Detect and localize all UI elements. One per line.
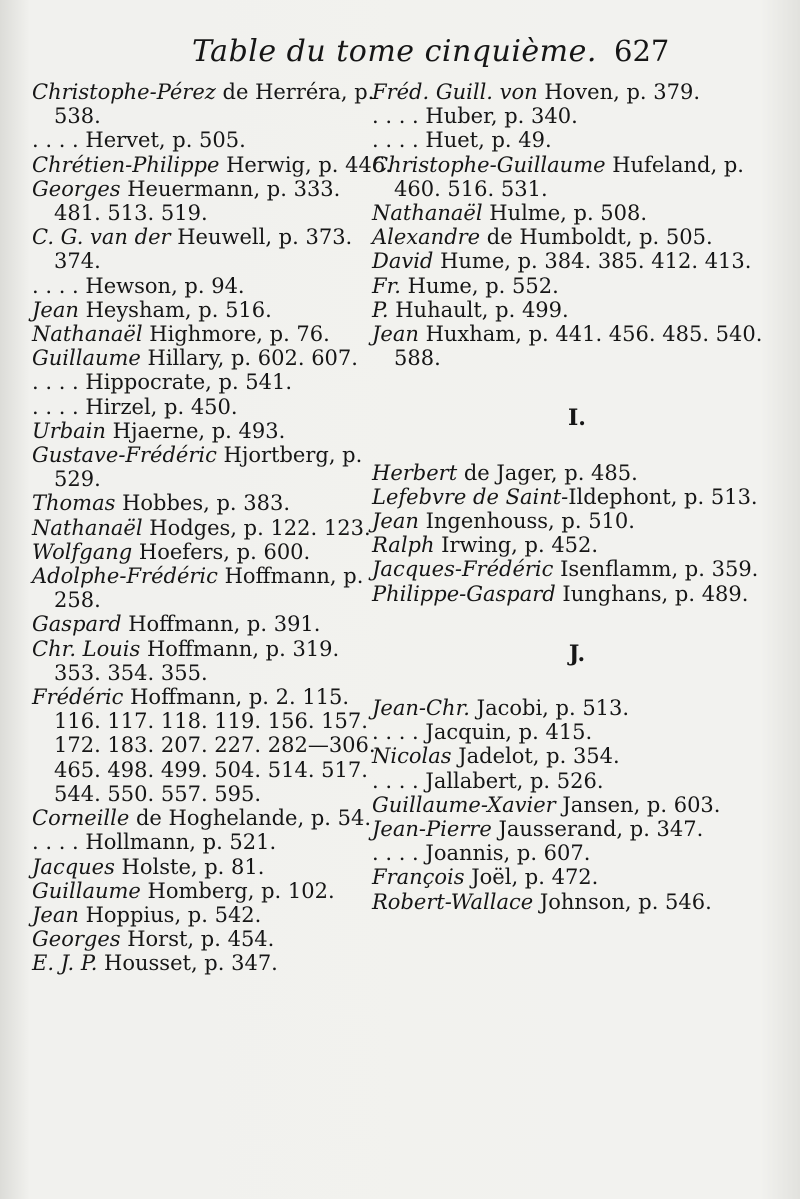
given-name: Wolfgang — [32, 539, 133, 564]
surname-and-pages: . . . . Jacquin, p. 415. — [372, 720, 593, 745]
index-entry — [372, 225, 782, 249]
index-entry — [372, 720, 782, 744]
index-entry — [32, 153, 392, 177]
given-name: Georges — [32, 927, 121, 952]
given-name: Thomas — [32, 491, 116, 516]
given-name: Chr. Louis — [32, 636, 141, 661]
index-entry — [32, 685, 392, 806]
surname-and-pages: Hobbes, p. 383. — [115, 491, 291, 516]
surname-and-pages: Isenflamm, p. 359. — [553, 557, 759, 582]
index-entry — [372, 696, 782, 720]
index-entry — [32, 951, 392, 975]
index-entry — [32, 177, 392, 225]
given-name: Lefebvre de Saint- — [372, 484, 569, 509]
surname-and-pages: de Jager, p. 485. — [457, 460, 638, 485]
index-entry — [372, 557, 782, 581]
given-name: Jean — [32, 902, 79, 927]
given-name: Nicolas — [372, 744, 452, 769]
surname-and-pages: Hjortberg, p. 529. — [54, 443, 363, 492]
surname-and-pages: Herwig, p. 446. — [219, 152, 392, 177]
given-name: Philippe-Gaspard — [372, 581, 556, 606]
index-entry — [372, 298, 782, 322]
index-entry — [372, 153, 782, 201]
surname-and-pages: Hoven, p. 379. — [537, 80, 701, 104]
surname-and-pages: de Humboldt, p. 505. — [480, 225, 713, 250]
index-entry — [32, 903, 392, 927]
given-name: Jean-Chr. — [372, 696, 470, 721]
surname-and-pages: Jausserand, p. 347. — [491, 817, 704, 842]
surname-and-pages: Hoffmann, p. 2. 115. 116. 117. 118. 119. 156. 157. 172. 183. 207. 227. 282—306. 465. 498. 499. 504. 514. 517. 544. 550. 557. 595. — [54, 685, 376, 806]
surname-and-pages: . . . . Hervet, p. 505. — [32, 128, 246, 153]
index-entry — [32, 346, 392, 370]
index-entry — [32, 370, 392, 394]
surname-and-pages: Joël, p. 472. — [464, 865, 599, 890]
index-entry — [372, 128, 782, 152]
given-name: Guillaume — [32, 878, 141, 903]
index-entry — [32, 128, 392, 152]
surname-and-pages: Hoefers, p. 600. — [132, 539, 311, 564]
given-name: David — [372, 249, 434, 274]
given-name: Jean — [372, 509, 419, 534]
surname-and-pages: Huhault, p. 499. — [388, 297, 569, 322]
index-entry — [32, 927, 392, 951]
surname-and-pages: Hume, p. 384. 385. 412. 413. — [433, 249, 752, 274]
surname-and-pages: . . . . Joannis, p. 607. — [372, 841, 591, 866]
surname-and-pages: Hoffmann, p. 391. — [121, 612, 321, 637]
surname-and-pages: Housset, p. 347. — [97, 951, 278, 976]
index-entry — [32, 855, 392, 879]
given-name: Robert-Wallace — [372, 889, 534, 914]
index-entry — [32, 637, 392, 685]
surname-and-pages: Homberg, p. 102. — [140, 878, 335, 903]
given-name: Christophe-Guillaume — [372, 152, 606, 177]
surname-and-pages: Jansen, p. 603. — [555, 792, 721, 817]
given-name: Nathanaël — [32, 322, 143, 347]
section-h-continued — [372, 80, 782, 370]
surname-and-pages: . . . . Hollmann, p. 521. — [32, 830, 277, 855]
surname-and-pages: Hoffmann, p. 319. 353. 354. 355. — [54, 636, 340, 685]
surname-and-pages: Ingenhouss, p. 510. — [418, 509, 635, 534]
surname-and-pages: . . . . Jallabert, p. 526. — [372, 768, 604, 793]
surname-and-pages: . . . . Huet, p. 49. — [372, 128, 552, 153]
right-column — [372, 80, 782, 914]
given-name: C. G. van der — [32, 225, 171, 250]
given-name: Jean — [372, 322, 419, 347]
given-name: Jacques-Frédéric — [372, 557, 554, 582]
given-name: Fréd. Guill. von — [372, 80, 538, 104]
given-name: François — [372, 865, 465, 890]
page-header — [0, 34, 800, 74]
given-name: Alexandre — [372, 225, 481, 250]
given-name: Adolphe-Frédéric — [32, 564, 218, 589]
index-entry — [372, 841, 782, 865]
surname-and-pages: Ildephont, p. 513. — [568, 484, 758, 509]
index-entry — [32, 540, 392, 564]
given-name: Guillaume — [32, 346, 141, 371]
running-title: Table du tome cinquième. — [192, 34, 597, 69]
given-name: Jean-Pierre — [372, 817, 492, 842]
index-entry — [372, 865, 782, 889]
section-j — [372, 696, 782, 914]
surname-and-pages: . . . . Hirzel, p. 450. — [32, 394, 238, 419]
index-entry — [32, 443, 392, 491]
surname-and-pages: Horst, p. 454. — [120, 927, 275, 952]
given-name: Nathanaël — [372, 201, 483, 226]
surname-and-pages: Hjaerne, p. 493. — [105, 418, 286, 443]
index-entry — [32, 612, 392, 636]
given-name: Herbert — [372, 460, 458, 485]
index-entry — [372, 817, 782, 841]
left-column — [32, 80, 392, 976]
index-entry — [372, 485, 782, 509]
index-entry — [32, 564, 392, 612]
given-name: Ralph — [372, 533, 435, 558]
surname-and-pages: . . . . Huber, p. 340. — [372, 104, 578, 129]
given-name: Georges — [32, 176, 121, 201]
surname-and-pages: . . . . Hippocrate, p. 541. — [32, 370, 293, 395]
section-i — [372, 461, 782, 606]
index-entry — [32, 225, 392, 273]
given-name: P. — [372, 297, 389, 322]
surname-and-pages: Heysham, p. 516. — [78, 297, 272, 322]
given-name: Gustave-Frédéric — [32, 443, 217, 468]
surname-and-pages: de Hoghelande, p. 54. — [129, 806, 372, 831]
index-entry — [372, 322, 782, 370]
given-name: Corneille — [32, 806, 130, 831]
index-entry — [372, 201, 782, 225]
surname-and-pages: de Herréra, p. 538. — [54, 80, 375, 129]
index-entry — [32, 879, 392, 903]
given-name: Chrétien-Philippe — [32, 152, 220, 177]
section-letter-j: J. — [568, 640, 586, 667]
surname-and-pages: Hume, p. 552. — [400, 273, 559, 298]
index-entry — [372, 509, 782, 533]
surname-and-pages: Jacobi, p. 513. — [470, 696, 630, 721]
surname-and-pages: Iunghans, p. 489. — [555, 581, 749, 606]
index-entry — [372, 793, 782, 817]
index-entry — [32, 806, 392, 830]
given-name: Gaspard — [32, 612, 122, 637]
index-entry — [372, 249, 782, 273]
index-entry — [32, 322, 392, 346]
index-entry — [32, 80, 392, 128]
index-entry — [32, 298, 392, 322]
surname-and-pages: Heuwell, p. 373. 374. — [54, 225, 353, 274]
surname-and-pages: Johnson, p. 546. — [533, 889, 712, 914]
given-name: Jean — [32, 297, 79, 322]
index-entry — [32, 419, 392, 443]
index-entry — [372, 461, 782, 485]
surname-and-pages: Highmore, p. 76. — [142, 322, 330, 347]
given-name: Urbain — [32, 418, 106, 443]
given-name: Guillaume-Xavier — [372, 792, 556, 817]
surname-and-pages: . . . . Hewson, p. 94. — [32, 273, 245, 298]
surname-and-pages: Jadelot, p. 354. — [451, 744, 620, 769]
page-number: 627 — [614, 34, 670, 68]
given-name: Frédéric — [32, 685, 124, 710]
index-entry — [372, 274, 782, 298]
surname-and-pages: Hulme, p. 508. — [482, 201, 648, 226]
index-entry — [32, 491, 392, 515]
surname-and-pages: Hoppius, p. 542. — [78, 902, 262, 927]
surname-and-pages: Irwing, p. 452. — [434, 533, 599, 558]
surname-and-pages: Heuermann, p. 333. 481. 513. 519. — [54, 176, 341, 226]
index-entry — [32, 516, 392, 540]
surname-and-pages: Hillary, p. 602. 607. — [140, 346, 358, 371]
surname-and-pages: Huxham, p. 441. 456. 485. 540. 588. — [394, 322, 763, 371]
given-name: Jacques — [32, 854, 115, 879]
index-entry — [372, 533, 782, 557]
index-entry — [372, 744, 782, 768]
index-entry — [32, 274, 392, 298]
section-letter-i: I. — [568, 405, 586, 432]
index-entry — [372, 582, 782, 606]
surname-and-pages: Hufeland, p. 460. 516. 531. — [394, 152, 744, 201]
surname-and-pages: Hoffmann, p. 258. — [54, 564, 364, 613]
index-entry — [372, 769, 782, 793]
index-entry — [372, 890, 782, 914]
index-entry — [372, 104, 782, 128]
given-name: Christophe-Pérez — [32, 80, 216, 104]
index-entry — [32, 395, 392, 419]
index-entry — [32, 830, 392, 854]
index-entry — [372, 80, 782, 104]
surname-and-pages: Hodges, p. 122. 123. — [142, 515, 371, 540]
given-name: Fr. — [372, 273, 401, 298]
given-name: Nathanaël — [32, 515, 143, 540]
given-name: E. J. P. — [32, 951, 98, 976]
surname-and-pages: Holste, p. 81. — [114, 854, 265, 879]
